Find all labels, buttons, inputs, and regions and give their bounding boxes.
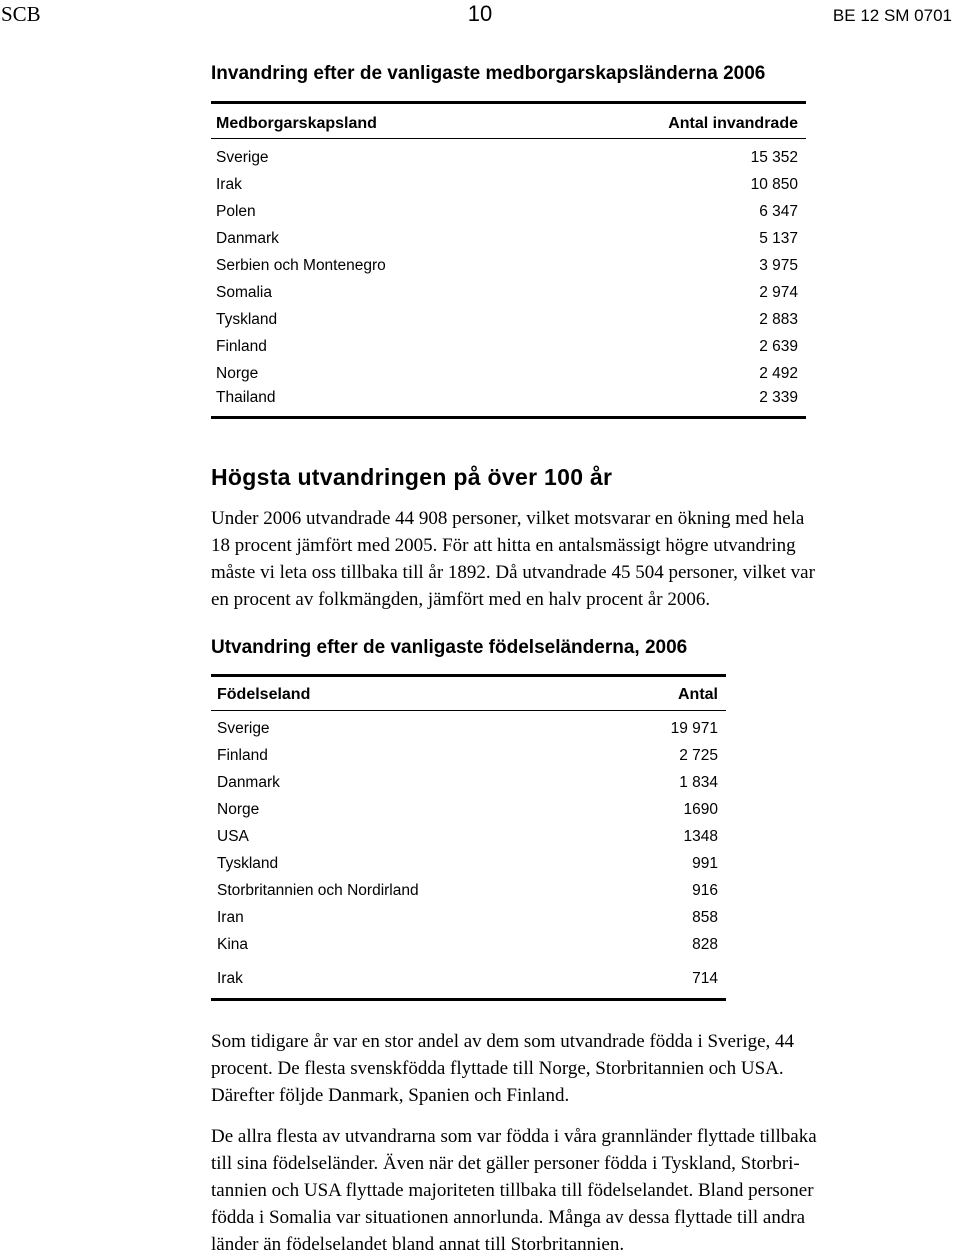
table1-top-rule bbox=[211, 101, 806, 104]
country-cell: Somalia bbox=[216, 284, 272, 301]
table1-bottom-rule bbox=[211, 416, 806, 419]
paragraph-3 bbox=[211, 1123, 956, 1258]
table2-title: Utvandring efter de vanligaste födelseländerna, 2006 bbox=[211, 637, 688, 658]
country-cell: Iran bbox=[217, 909, 244, 926]
value-cell: 6 347 bbox=[759, 203, 798, 220]
country-cell: Danmark bbox=[217, 774, 280, 791]
table1-col2-header: Antal invandrade bbox=[668, 115, 798, 132]
country-cell: Polen bbox=[216, 203, 256, 220]
country-cell: Thailand bbox=[216, 389, 276, 406]
table2-bottom-rule bbox=[211, 998, 726, 1001]
table1-title: Invandring efter de vanligaste medborgarskapsländerna 2006 bbox=[211, 63, 766, 84]
country-cell: Danmark bbox=[216, 230, 279, 247]
paragraph-line: Under 2006 utvandrade 44 908 personer, vilket motsvarar en ökning med hela bbox=[211, 508, 805, 529]
value-cell: 2 725 bbox=[679, 747, 718, 764]
country-cell: Finland bbox=[217, 747, 268, 764]
value-cell: 3 975 bbox=[759, 257, 798, 274]
country-cell: Irak bbox=[216, 176, 242, 193]
paragraph-line: Som tidigare år var en stor andel av dem som utvandrade födda i Sverige, 44 bbox=[211, 1031, 795, 1052]
country-cell: Serbien och Montenegro bbox=[216, 257, 386, 274]
paragraph-line: födda i Somalia var situationen annorlunda. Många av dessa flyttade till andra bbox=[211, 1207, 806, 1228]
paragraph-line: Därefter följde Danmark, Spanien och Finland. bbox=[211, 1085, 570, 1106]
paragraph-line: De allra flesta av utvandrarna som var födda i våra grannländer flyttade tillbaka bbox=[211, 1126, 817, 1147]
paragraph-line: måste vi leta oss tillbaka till år 1892. Då utvandrade 45 504 personer, vilket var bbox=[211, 562, 815, 583]
value-cell: 2 639 bbox=[759, 338, 798, 355]
section-heading: Högsta utvandringen på över 100 år bbox=[211, 464, 613, 490]
header-report-code: BE 12 SM 0701 bbox=[832, 6, 952, 25]
value-cell: 5 137 bbox=[759, 230, 798, 247]
country-cell: Norge bbox=[216, 365, 259, 382]
paragraph-line: länder än födelselandet bland annat till Storbritannien. bbox=[211, 1234, 625, 1255]
paragraph-line: tannien och USA flyttade majoriteten tillbaka till födelselandet. Bland personer bbox=[211, 1180, 814, 1201]
value-cell: 2 883 bbox=[759, 311, 798, 328]
country-cell: Norge bbox=[217, 801, 260, 818]
paragraph-2 bbox=[211, 1028, 956, 1109]
paragraph-line: till sina födelseländer. Även när det gäller personer födda i Tyskland, Storbri- bbox=[211, 1153, 800, 1174]
value-cell: 15 352 bbox=[750, 149, 798, 166]
value-cell: 916 bbox=[692, 882, 718, 899]
value-cell: 828 bbox=[692, 936, 718, 953]
country-cell: Storbritannien och Nordirland bbox=[217, 882, 419, 899]
page-number: 10 bbox=[467, 1, 493, 26]
country-cell: Sverige bbox=[216, 149, 269, 166]
value-cell: 1 834 bbox=[679, 774, 718, 791]
table1-header-rule bbox=[211, 138, 806, 139]
value-cell: 1690 bbox=[683, 801, 718, 818]
value-cell: 1348 bbox=[683, 828, 718, 845]
paragraph-line: procent. De flesta svenskfödda flyttade till Norge, Storbritannien och USA. bbox=[211, 1058, 784, 1079]
country-cell: Irak bbox=[217, 970, 243, 987]
value-cell: 2 974 bbox=[759, 284, 798, 301]
country-cell: Tyskland bbox=[217, 855, 279, 872]
value-cell: 714 bbox=[692, 970, 718, 987]
value-cell: 991 bbox=[692, 855, 718, 872]
country-cell: Kina bbox=[217, 936, 249, 953]
table1-col1-header: Medborgarskapsland bbox=[216, 115, 377, 132]
paragraph-line: 18 procent jämfört med 2005. För att hitta en antalsmässigt högre utvandring bbox=[211, 535, 796, 556]
country-cell: USA bbox=[217, 828, 249, 845]
table2-top-rule bbox=[211, 674, 726, 677]
value-cell: 2 339 bbox=[759, 389, 798, 406]
value-cell: 19 971 bbox=[670, 720, 718, 737]
value-cell: 858 bbox=[692, 909, 718, 926]
section-paragraph bbox=[211, 505, 956, 613]
table2-header-rule bbox=[211, 710, 726, 711]
value-cell: 10 850 bbox=[750, 176, 798, 193]
paragraph-line: en procent av folkmängden, jämfört med en halv procent år 2006. bbox=[211, 589, 711, 610]
country-cell: Sverige bbox=[217, 720, 270, 737]
header-org: SCB bbox=[1, 2, 41, 26]
table2-col1-header: Födelseland bbox=[217, 686, 311, 703]
table2-col2-header: Antal bbox=[678, 686, 718, 703]
value-cell: 2 492 bbox=[759, 365, 798, 382]
country-cell: Finland bbox=[216, 338, 267, 355]
country-cell: Tyskland bbox=[216, 311, 278, 328]
